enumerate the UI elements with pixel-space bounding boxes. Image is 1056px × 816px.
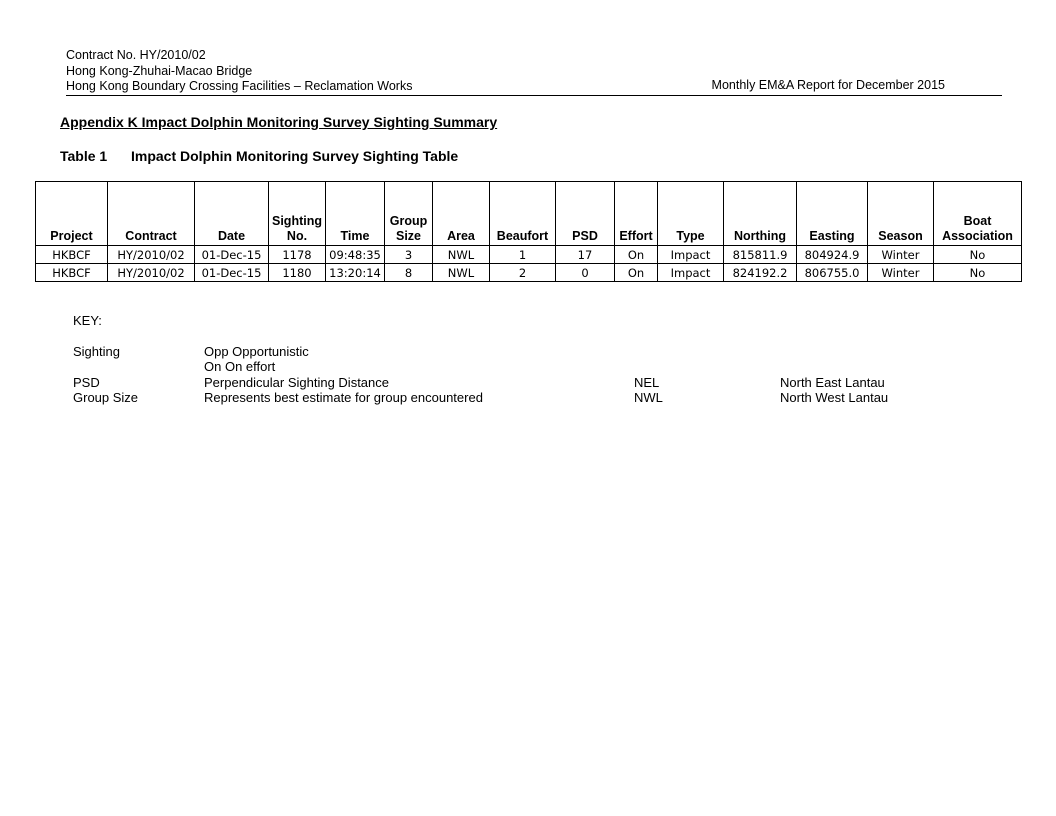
table-cell: 2 <box>490 264 556 282</box>
table-cell: Winter <box>868 246 934 264</box>
table-header-row <box>36 182 1022 246</box>
table-cell: Impact <box>658 264 724 282</box>
facilities-name: Hong Kong Boundary Crossing Facilities – Reclamation Works <box>66 79 413 93</box>
table-number: Table 1 <box>60 148 108 164</box>
table-cell: NWL <box>433 246 490 264</box>
table-cell: HY/2010/02 <box>108 264 195 282</box>
column-header: Area <box>433 182 490 246</box>
table-row <box>36 246 1022 264</box>
table-cell: 3 <box>385 246 433 264</box>
column-header: Effort <box>615 182 658 246</box>
column-header: Date <box>195 182 269 246</box>
column-header: Northing <box>724 182 797 246</box>
appendix-title: Appendix K Impact Dolphin Monitoring Survey Sighting Summary <box>60 114 498 130</box>
report-title: Monthly EM&A Report for December 2015 <box>711 78 945 92</box>
column-header: Sighting No. <box>269 182 326 246</box>
table-row <box>36 264 1022 282</box>
bridge-name: Hong Kong-Zhuhai-Macao Bridge <box>66 63 253 78</box>
column-header: Time <box>326 182 385 246</box>
table-cell: 17 <box>556 246 615 264</box>
column-header: Project <box>36 182 108 246</box>
table-cell: No <box>934 264 1022 282</box>
column-header: Contract <box>108 182 195 246</box>
table-cell: NWL <box>433 264 490 282</box>
key-group-desc: Represents best estimate for group encountered <box>204 390 483 405</box>
table-cell: 1180 <box>269 264 326 282</box>
contract-number: Contract No. HY/2010/02 <box>66 48 206 62</box>
key-group-label: Group Size <box>73 390 139 405</box>
table-cell: 09:48:35 <box>326 246 385 264</box>
page-header <box>66 48 1002 96</box>
table-cell: 1 <box>490 246 556 264</box>
key-on: On On effort <box>204 359 276 374</box>
table-cell: HKBCF <box>36 246 108 264</box>
column-header: Beaufort <box>490 182 556 246</box>
column-header: Season <box>868 182 934 246</box>
table-cell: 01-Dec-15 <box>195 264 269 282</box>
table-cell: No <box>934 246 1022 264</box>
column-header: Easting <box>797 182 868 246</box>
table-cell: Impact <box>658 246 724 264</box>
key-heading: KEY: <box>73 313 102 328</box>
key-sighting-label: Sighting <box>73 344 120 359</box>
column-header: Type <box>658 182 724 246</box>
table-cell: HY/2010/02 <box>108 246 195 264</box>
table-cell: Winter <box>868 264 934 282</box>
table-cell: 0 <box>556 264 615 282</box>
key-psd-label: PSD <box>73 375 100 390</box>
table-cell: 806755.0 <box>797 264 868 282</box>
key-nwl-code: NWL <box>634 390 663 405</box>
table-cell: 804924.9 <box>797 246 868 264</box>
table-cell: On <box>615 264 658 282</box>
table-title <box>60 148 458 164</box>
key-opp: Opp Opportunistic <box>204 344 309 359</box>
key-nel-code: NEL <box>634 375 660 390</box>
table-cell: 13:20:14 <box>326 264 385 282</box>
table-cell: 824192.2 <box>724 264 797 282</box>
table-cell: HKBCF <box>36 264 108 282</box>
table-cell: 01-Dec-15 <box>195 246 269 264</box>
table-cell: On <box>615 246 658 264</box>
table-caption: Impact Dolphin Monitoring Survey Sighting Table <box>131 148 459 164</box>
column-header: PSD <box>556 182 615 246</box>
column-header: Boat Association <box>934 182 1022 246</box>
sighting-table <box>35 181 1022 282</box>
column-header: Group Size <box>385 182 433 246</box>
table-cell: 8 <box>385 264 433 282</box>
table-cell: 815811.9 <box>724 246 797 264</box>
key-psd-desc: Perpendicular Sighting Distance <box>204 375 389 390</box>
key-nwl-desc: North West Lantau <box>780 390 889 405</box>
table-cell: 1178 <box>269 246 326 264</box>
key-nel-desc: North East Lantau <box>780 375 885 390</box>
